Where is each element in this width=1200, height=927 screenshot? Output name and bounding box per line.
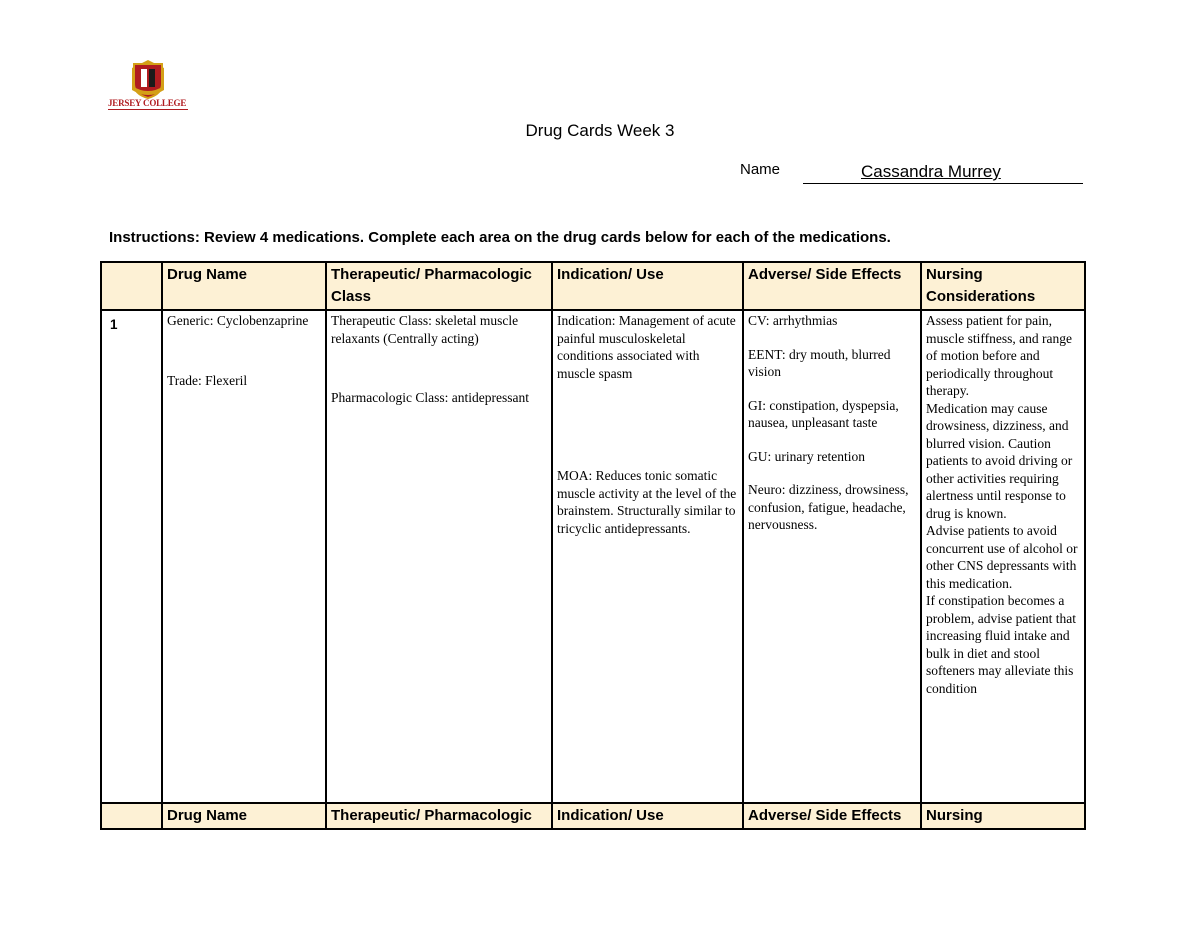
header-class: Therapeutic/ Pharmacologic: [326, 803, 552, 829]
header-indication: Indication/ Use: [552, 262, 743, 310]
nursing-item: Advise patients to avoid concurrent use of alcohol or other CNS depressants with this medication.: [926, 523, 1078, 591]
nursing-cell: [921, 310, 1085, 803]
header-class: Therapeutic/ Pharmacologic Class: [326, 262, 552, 310]
trade-name: Trade: Flexeril: [167, 372, 248, 388]
adverse-gu: GU: urinary retention: [748, 448, 865, 464]
name-value: Cassandra Murrey: [861, 162, 1001, 181]
instructions: Instructions: Review 4 medications. Complete each area on the drug cards below for each of the medications.: [109, 229, 891, 246]
nursing-item: If constipation becomes a problem, advise patient that increasing fluid intake and bulk in diet and stool softeners may alleviate this condition: [926, 593, 1076, 696]
header-nursing: Nursing Considerations: [921, 262, 1085, 310]
adverse-gi: GI: constipation, dyspepsia, nausea, unpleasant taste: [748, 397, 899, 430]
college-crest-icon: [108, 56, 188, 100]
table-row: [101, 310, 1085, 803]
moa-text: MOA: Reduces tonic somatic muscle activity at the level of the brainstem. Structurally similar to tricyclic antidepressants.: [557, 468, 737, 536]
therapeutic-class: Therapeutic Class: skeletal muscle relaxants (Centrally acting): [331, 313, 519, 346]
header-number-cell: [101, 262, 162, 310]
generic-name: Generic: Cyclobenzaprine: [167, 313, 309, 328]
class-cell: [326, 310, 552, 803]
indication-text: Indication: Management of acute painful musculoskeletal conditions associated with muscle spasm: [557, 313, 736, 381]
pharmacologic-class: Pharmacologic Class: antidepressant: [331, 390, 529, 405]
drug-card-table: [100, 261, 1086, 830]
adverse-cell: [743, 310, 921, 803]
adverse-neuro: Neuro: dizziness, drowsiness, confusion, fatigue, headache, nervousness.: [748, 482, 909, 532]
page-title: Drug Cards Week 3: [525, 121, 675, 140]
nursing-item: Medication may cause drowsiness, dizziness, and blurred vision. Caution patients to avoid driving or other activities requiring alertness until response to drug is known.: [926, 400, 1073, 521]
jersey-college-logo: [108, 56, 188, 118]
header-adverse: Adverse/ Side Effects: [743, 803, 921, 829]
adverse-cv: CV: arrhythmias: [748, 313, 838, 328]
table-header-row-2: [101, 803, 1085, 829]
nursing-item: Assess patient for pain, muscle stiffness, and range of motion before and periodically throughout therapy.: [926, 313, 1072, 398]
header-number-cell: [101, 803, 162, 829]
header-indication: Indication/ Use: [552, 803, 743, 829]
header-adverse: Adverse/ Side Effects: [743, 262, 921, 310]
header-nursing: Nursing: [921, 803, 1085, 829]
table-header-row: [101, 262, 1085, 310]
header-drug-name: Drug Name: [162, 262, 326, 310]
indication-cell: [552, 310, 743, 803]
card-number: 1: [101, 310, 162, 803]
logo-text: JERSEY COLLEGE: [108, 98, 187, 108]
adverse-eent: EENT: dry mouth, blurred vision: [748, 346, 891, 379]
name-label: Name: [740, 161, 781, 178]
drug-name-cell: [162, 310, 326, 803]
header-drug-name: Drug Name: [162, 803, 326, 829]
